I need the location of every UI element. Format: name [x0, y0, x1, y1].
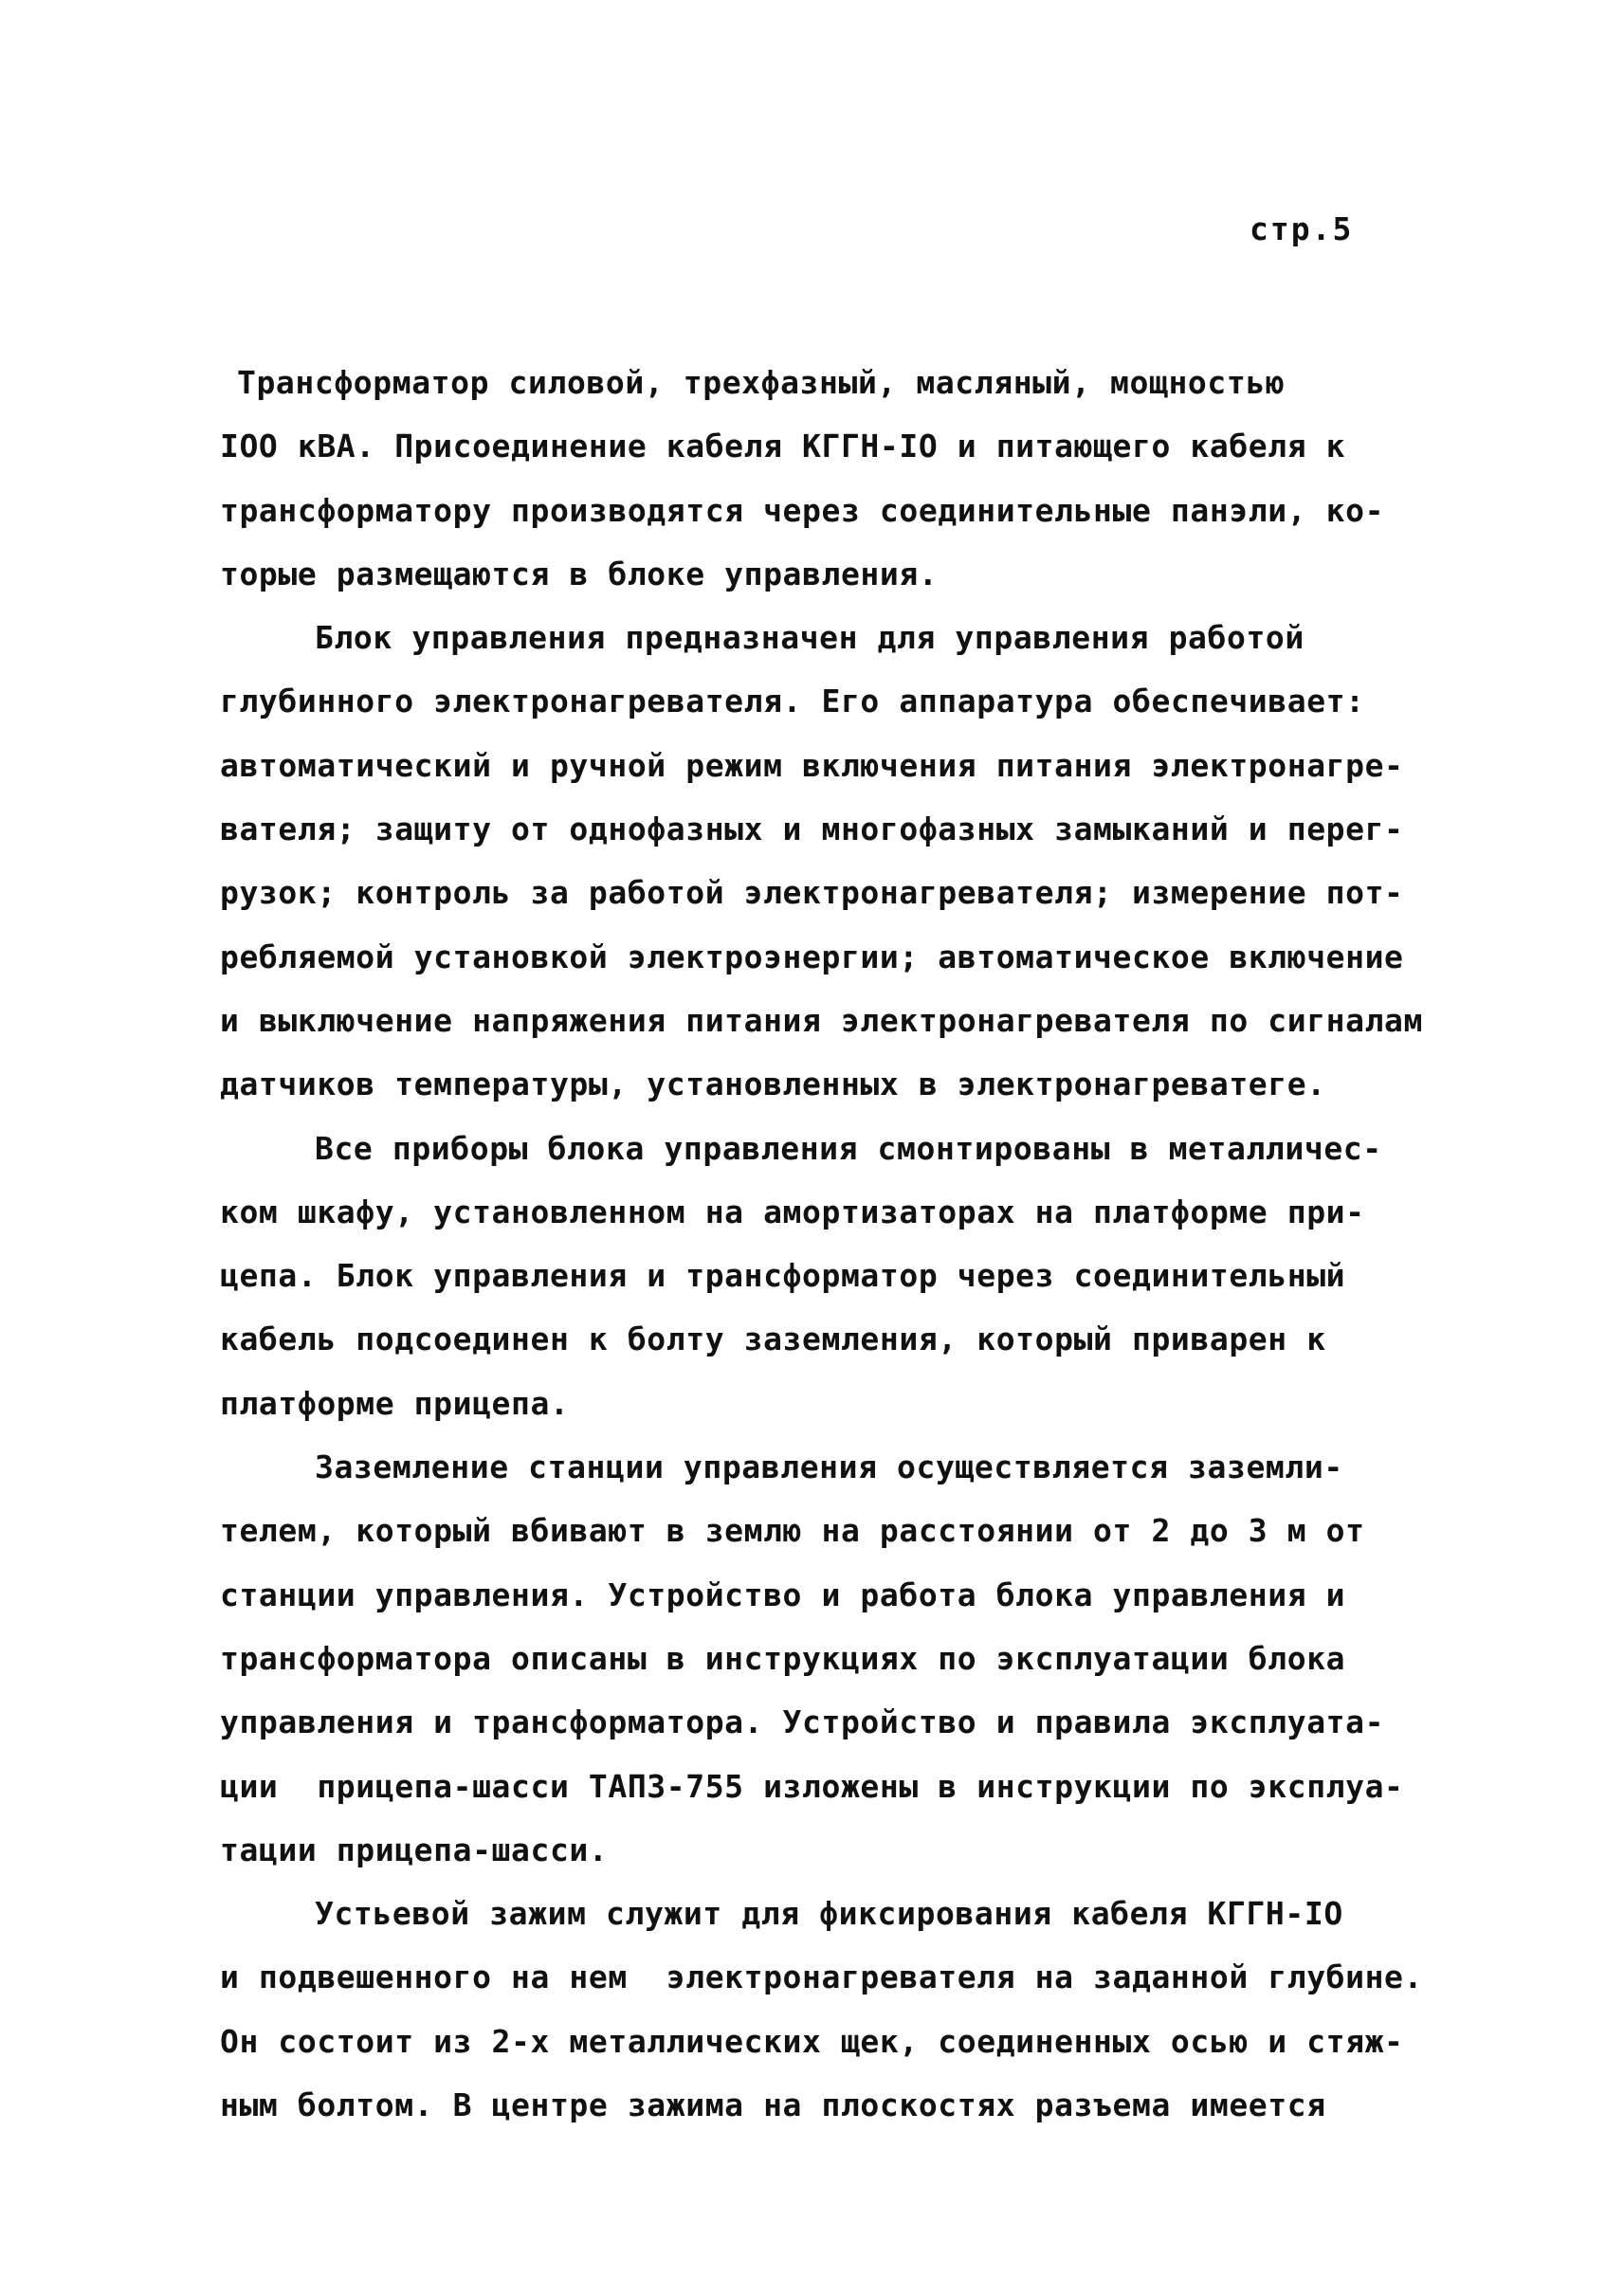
text-line: ком шкафу, установленном на амортизаторах на платформе при- — [220, 1193, 1365, 1230]
text-line: вателя; защиту от однофазных и многофазных замыканий и перег- — [220, 811, 1404, 848]
text-line: трансформатору производятся через соединительные панэли, ко- — [220, 491, 1385, 529]
text-line: автоматический и ручной режим включения питания электронагре- — [220, 746, 1404, 784]
text-line: трансформатора описаны в инструкциях по эксплуатации блока — [220, 1639, 1346, 1677]
text-line: ребляемой установкой электроэнергии; автоматическое включение — [220, 938, 1404, 975]
text-line: Он состоит из 2-х металлических щек, соединенных осью и стяж- — [220, 2022, 1404, 2060]
text-line: IOO кВА. Присоединение кабеля КГГН-IO и питающего кабеля к — [220, 428, 1346, 465]
text-line: и подвешенного на нем электронагревателя на заданной глубине. — [220, 1958, 1423, 1996]
text-line: ным болтом. В центре зажима на плоскостях разъема имеется — [220, 2086, 1326, 2124]
text-line: ции прицепа-шасси ТАПЗ-755 изложены в инструкции по эксплуа- — [220, 1767, 1404, 1805]
text-line: платформе прицепа. — [220, 1384, 570, 1422]
text-line: торые размещаются в блоке управления. — [220, 555, 939, 592]
text-line: управления и трансформатора. Устройство и правила эксплуата- — [220, 1703, 1385, 1741]
page-number: стр.5 — [1250, 210, 1354, 247]
text-line: станции управления. Устройство и работа блока управления и — [220, 1576, 1346, 1613]
text-line: цепа. Блок управления и трансформатор через соединительный — [220, 1257, 1346, 1295]
text-line: телем, который вбивают в землю на расстоянии от 2 до 3 м от — [220, 1512, 1365, 1550]
text-line: Все приборы блока управления смонтированы в металличес- — [315, 1129, 1382, 1167]
text-line: Заземление станции управления осуществляется заземли- — [315, 1448, 1343, 1486]
text-line: и выключение напряжения питания электронагревателя по сигналам — [220, 1001, 1423, 1039]
text-line: Трансформатор силовой, трехфазный, масляный, мощностью — [237, 364, 1286, 401]
text-line: кабель подсоединен к болту заземления, который приварен к — [220, 1321, 1326, 1358]
text-line: тации прицепа-шасси. — [220, 1831, 609, 1868]
text-line: рузок; контроль за работой электронагревателя; измерение пот- — [220, 874, 1404, 912]
text-line: датчиков температуры, установленных в электронагреватеге. — [220, 1066, 1326, 1103]
text-line: Блок управления предназначен для управления работой — [315, 619, 1305, 657]
text-line: Устьевой зажим служит для фиксирования кабеля КГГН-IO — [315, 1895, 1343, 1933]
text-line: глубинного электронагревателя. Его аппаратура обеспечивает: — [220, 683, 1365, 720]
body-text — [220, 351, 1452, 2137]
